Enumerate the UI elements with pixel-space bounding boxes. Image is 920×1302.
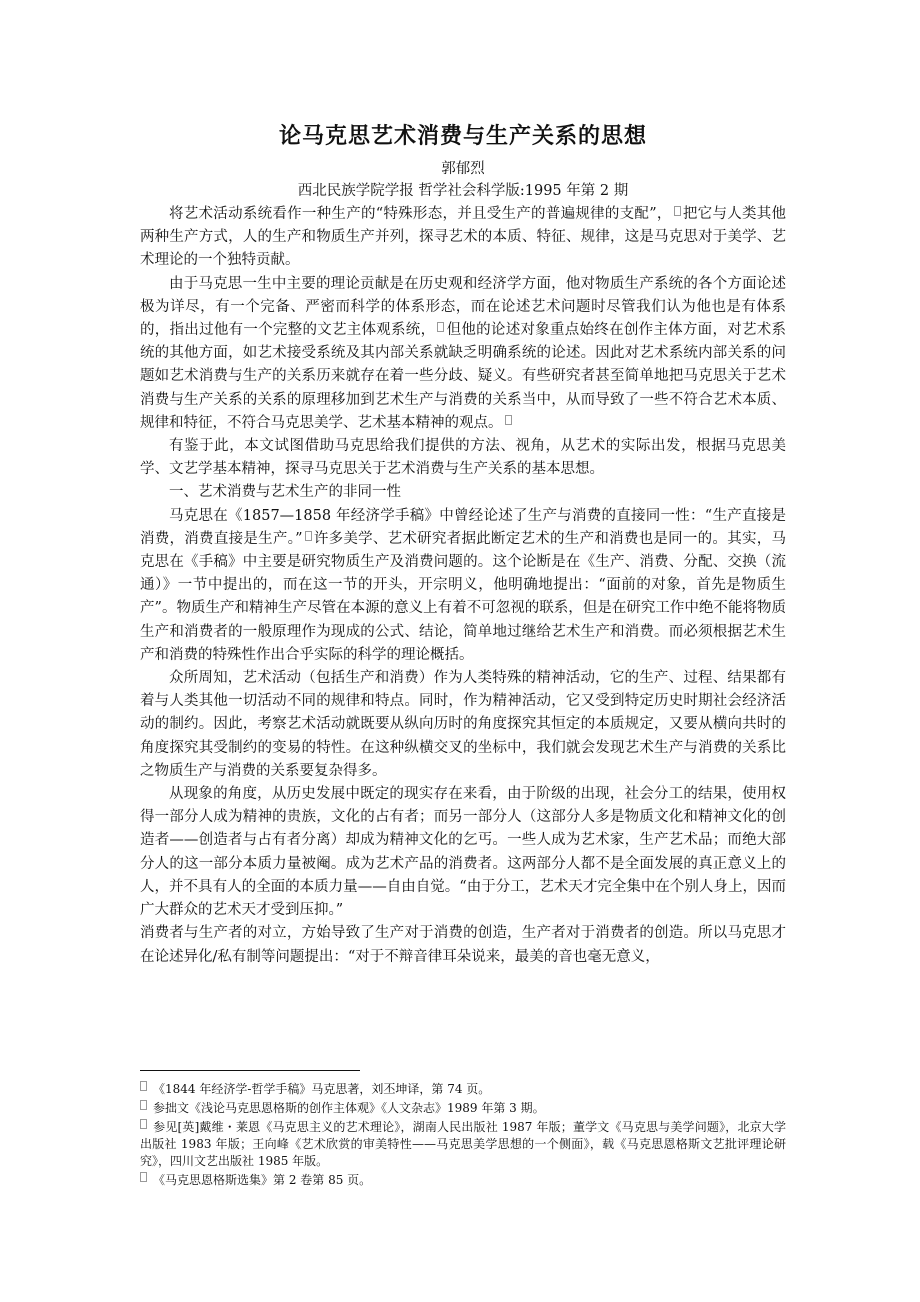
document-body — [140, 203, 786, 969]
footnote-text: 《马克思恩格斯选集》第 2 卷第 85 页。 — [153, 1173, 372, 1187]
paragraph-text: 将艺术活动系统看作一种生产的“特殊形态，并且受生产的普遍规律的支配”， — [169, 206, 672, 222]
paragraph — [140, 203, 786, 273]
document-title: 论马克思艺术消费与生产关系的思想 — [278, 123, 647, 149]
paragraph-text: 但他的论述对象重点始终在创作主体方面，对艺术系统的其他方面，如艺术接受系统及其内部关系就缺乏明确系统的论述。因此对艺术系统内部关系的问题如艺术消费与生产的关系历来就存在着一些分歧、疑义。有些研究者甚至简单地把马克思关于艺术消费与生产关系的关系的原理移加到艺术生产与消费的关系当中，从而导致了一些不符合艺术本质、规律和特征，不符合马克思美学、艺术基本精神的观点。 — [140, 322, 787, 431]
footnote-marker-icon — [140, 1100, 147, 1110]
footnote-marker-icon — [305, 531, 312, 541]
footnote — [140, 1172, 786, 1189]
paragraph — [140, 922, 786, 968]
paragraph — [140, 273, 786, 435]
document-page — [140, 118, 786, 969]
footnote-text: 参见[英]戴维・莱恩《马克思主义的艺术理论》，湖南人民出版社 1987 年版；董学文《马克思与美学问题》，北京大学出版社 1983 年版；王向峰《艺术欣赏的审美特性——马克思美学思想的一个侧面》，载《马克思恩格斯文艺批评理论研究》，四川文艺出版社 1985 年版。 — [140, 1120, 786, 1168]
footnote-text: 《1844 年经济学-哲学手稿》马克思著，刘丕坤译，第 74 页。 — [153, 1082, 491, 1096]
footnote-marker-icon — [505, 415, 512, 425]
document-source: 西北民族学院学报 哲学社会科学版:1995 年第 2 期 — [297, 183, 629, 199]
footnote-marker-icon — [674, 206, 681, 216]
footnotes — [140, 1070, 786, 1191]
paragraph-text: 马克思在《1857—1858 年经济学手稿》中曾经论述了生产与消费的直接同一性：“生产直接是消费，消费直接是生产。” — [140, 507, 786, 547]
document-author: 郭郁烈 — [441, 161, 485, 177]
footnote — [140, 1081, 786, 1098]
paragraph-text: 消费者与生产者的对立，方始导致了生产对于消费的创造，生产者对于消费者的创造。所以马克思才在论述异化/私有制等问题提出：“对于不辩音律耳朵说来，最美的音也毫无意义， — [140, 925, 786, 965]
paragraph-text: 从现象的角度，从历史发展中既定的现实存在来看，由于阶级的出现，社会分工的结果，使用权得一部分人成为精神的贵族，文化的占有者；而另一部分人（这部分人多是物质文化和精神文化的创造者——创造者与占有者分离）却成为精神文化的乞丐。一些人成为艺术家，生产艺术品；而绝大部分人的这一部分本质力量被阉。成为艺术产品的消费者。这两部分人都不是全面发展的真正意义上的人，并不具有人的全面的本质力量——自由自觉。“由于分工，艺术天才完全集中在个别人身上，因而广大群众的艺术天才受到压抑。” — [140, 786, 786, 919]
footnote-divider — [140, 1070, 360, 1071]
footnote-marker-icon — [140, 1172, 147, 1182]
footnote — [140, 1119, 786, 1170]
footnote-marker-icon — [140, 1081, 147, 1091]
footnote — [140, 1100, 786, 1117]
paragraph — [140, 435, 786, 481]
footnote-marker-icon — [140, 1119, 147, 1129]
paragraph-text: 把它与人类其他两种生产方式，人的生产和物质生产并列，探寻艺术的本质、特征、规律，这是马克思对于美学、艺术理论的一个独特贡献。 — [140, 206, 787, 269]
paragraph-text: 众所周知，艺术活动（包括生产和消费）作为人类特殊的精神活动，它的生产、过程、结果都有着与人类其他一切活动不同的规律和特点。同时，作为精神活动，它又受到特定历史时期社会经济活动的制约。因此，考察艺术活动就既要从纵向历时的角度探究其恒定的本质规定，又要从横向共时的角度探究其受制约的变易的特性。在这种纵横交叉的坐标中，我们就会发现艺术生产与消费的关系比之物质生产与消费的关系要复杂得多。 — [140, 670, 786, 779]
footnote-text: 参拙文《浅论马克思恩格斯的创作主体观》《人文杂志》1989 年第 3 期。 — [153, 1101, 545, 1115]
paragraph — [140, 667, 786, 783]
paragraph-text: 有鉴于此，本文试图借助马克思给我们提供的方法、视角，从艺术的实际出发，根据马克思美学、文艺学基本精神，探寻马克思关于艺术消费与生产关系的基本思想。 — [140, 438, 786, 478]
paragraph — [140, 505, 786, 667]
footnote-marker-icon — [437, 322, 444, 332]
section-heading: 一、艺术消费与艺术生产的非同一性 — [169, 484, 401, 501]
paragraph-text: 由于马克思一生中主要的理论贡献是在历史观和经济学方面，他对物质生产系统的各个方面论述极为详尽，有一个完备、严密而科学的体系形态，而在论述艺术问题时尽管我们认为他也是有体系的，指出过他有一个完整的文艺主体观系统， — [140, 275, 786, 339]
paragraph-text: 许多美学、艺术研究者据此断定艺术的生产和消费也是同一的。其实，马克思在《手稿》中主要是研究物质生产及消费问题的。这个论断是在《生产、消费、分配、交换（流通）》一节中提出的，而在这一节的开头，开宗明义，他明确地提出：“面前的对象，首先是物质生产”。物质生产和精神生产尽管在本源的意义上有着不可忽视的联系，但是在研究工作中绝不能将物质生产和消费者的一般原理作为现成的公式、结论，简单地过继给艺术生产和消费。而必须根据艺术生产和消费的特殊性作出合乎实际的科学的理论概括。 — [140, 530, 786, 663]
paragraph — [140, 783, 786, 922]
